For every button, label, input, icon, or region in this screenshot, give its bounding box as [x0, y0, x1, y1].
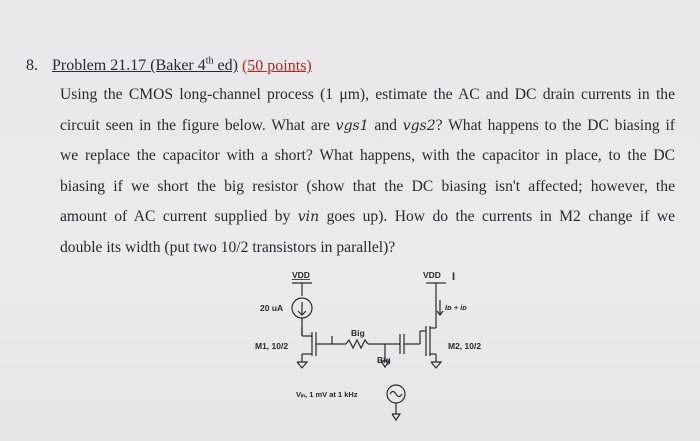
- m2-label: M2, 10/2: [448, 341, 482, 351]
- problem-title: Problem 21.17 (Baker 4th ed): [52, 56, 238, 75]
- big-resistor: [346, 340, 368, 348]
- problem-heading: [26, 56, 312, 75]
- statement-line-2: circuit seen in the figure below. What are vgs1 and vgs2? What happens to the DC biasing if: [60, 116, 675, 134]
- statement-line-6: double its width (put two 10/2 transistors in parallel)?: [60, 238, 396, 256]
- statement-line-4: biasing if we short the big resistor (show that the DC biasing isn't affected; however, the: [60, 177, 675, 195]
- vin-source-label: Vᵢₙ, 1 mV at 1 kHz: [296, 390, 358, 399]
- circuit-diagram: [250, 266, 495, 441]
- current-symbol: I: [452, 271, 456, 283]
- current-source-label: 20 uA: [260, 303, 284, 313]
- statement-line-1: Using the CMOS long-channel process (1 μm), estimate the AC and DC drain currents in the: [60, 86, 675, 103]
- problem-number: 8.: [26, 57, 38, 75]
- var-vin: vin: [297, 209, 320, 225]
- vdd-left-label: VDD: [292, 270, 310, 280]
- problem-points: (50 points): [241, 57, 312, 75]
- problem-statement: [60, 80, 675, 263]
- var-vgs2: vgs2: [402, 117, 436, 134]
- statement-line-5: amount of AC current supplied by vin goes up). How do the currents in M2 change if we: [60, 208, 676, 225]
- vdd-right-label: VDD: [423, 270, 441, 280]
- var-vgs1: vgs1: [335, 117, 369, 134]
- statement-line-3: we replace the capacitor with a short? What happens, with the capacitor in place, to the DC: [60, 147, 675, 164]
- resistor-label: Big: [351, 328, 365, 338]
- capacitor-label: Big: [377, 355, 391, 365]
- drain-current-label: Iᴅ + iᴅ: [445, 303, 467, 312]
- m1-label: M1, 10/2: [255, 341, 289, 351]
